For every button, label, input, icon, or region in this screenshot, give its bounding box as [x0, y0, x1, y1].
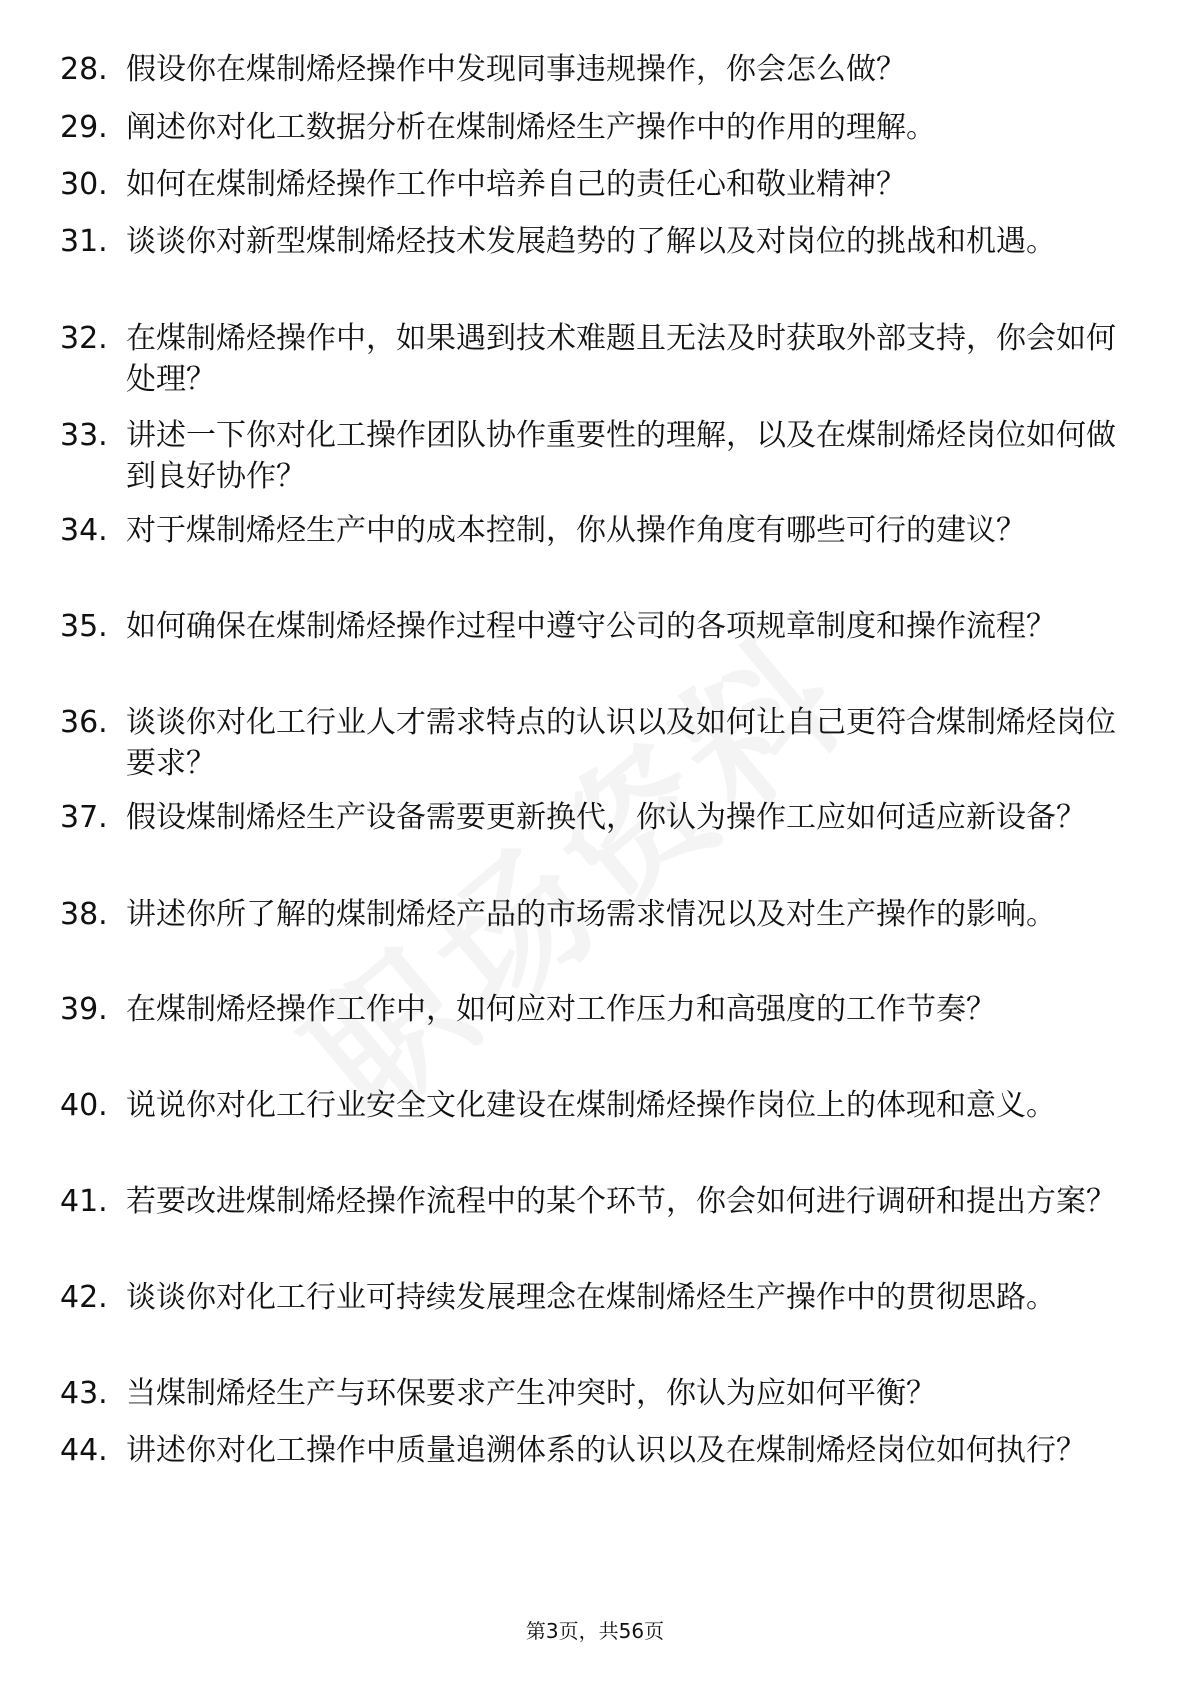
page-footer — [0, 1617, 1190, 1645]
question-item — [60, 1277, 1140, 1318]
question-number: 33. — [60, 418, 108, 453]
question-text: 阐述你对化工数据分析在煤制烯烃生产操作中的作用的理解。 — [126, 110, 936, 145]
question-text: 谈谈你对化工行业人才需求特点的认识以及如何让自己更符合煤制烯烃岗位要求？ — [126, 705, 1116, 781]
question-number: 36. — [60, 705, 108, 740]
question-item — [60, 1430, 1140, 1471]
question-text: 如何确保在煤制烯烃操作过程中遵守公司的各项规章制度和操作流程？ — [126, 609, 1056, 644]
question-item — [60, 989, 1140, 1030]
question-number: 38. — [60, 897, 108, 932]
question-text: 讲述你对化工操作中质量追溯体系的认识以及在煤制烯烃岗位如何执行？ — [126, 1433, 1086, 1468]
question-item — [60, 164, 1140, 205]
question-number: 32. — [60, 321, 108, 356]
question-item — [60, 894, 1140, 935]
question-number: 41. — [60, 1184, 108, 1219]
question-number: 40. — [60, 1088, 108, 1123]
question-text: 谈谈你对化工行业可持续发展理念在煤制烯烃生产操作中的贯彻思路。 — [126, 1280, 1056, 1315]
question-number: 39. — [60, 992, 108, 1027]
question-number: 28. — [60, 52, 108, 87]
question-text: 假设煤制烯烃生产设备需要更新换代，你认为操作工应如何适应新设备？ — [126, 800, 1086, 835]
question-text: 如何在煤制烯烃操作工作中培养自己的责任心和敬业精神？ — [126, 167, 906, 202]
question-number: 44. — [60, 1433, 108, 1468]
question-text: 当煤制烯烃生产与环保要求产生冲突时，你认为应如何平衡？ — [126, 1376, 936, 1411]
question-text: 若要改进煤制烯烃操作流程中的某个环节，你会如何进行调研和提出方案？ — [126, 1184, 1116, 1219]
question-item — [60, 415, 1140, 497]
question-number: 42. — [60, 1280, 108, 1315]
question-text: 谈谈你对新型煤制烯烃技术发展趋势的了解以及对岗位的挑战和机遇。 — [126, 224, 1056, 259]
question-number: 31. — [60, 224, 108, 259]
question-text: 在煤制烯烃操作中，如果遇到技术难题且无法及时获取外部支持，你会如何处理？ — [126, 321, 1116, 397]
question-number: 35. — [60, 609, 108, 644]
question-item — [60, 1373, 1140, 1414]
page-number-label: 第3页，共56页 — [525, 1619, 665, 1643]
question-text: 对于煤制烯烃生产中的成本控制，你从操作角度有哪些可行的建议？ — [126, 513, 1026, 548]
question-item — [60, 797, 1140, 838]
question-item — [60, 1085, 1140, 1126]
question-item — [60, 1181, 1140, 1222]
question-number: 30. — [60, 167, 108, 202]
question-item — [60, 702, 1140, 784]
question-number: 29. — [60, 110, 108, 145]
question-item — [60, 510, 1140, 551]
question-number: 43. — [60, 1376, 108, 1411]
question-item — [60, 221, 1140, 262]
question-number: 34. — [60, 513, 108, 548]
question-text: 说说你对化工行业安全文化建设在煤制烯烃操作岗位上的体现和意义。 — [126, 1088, 1056, 1123]
question-item — [60, 318, 1140, 400]
question-text: 在煤制烯烃操作工作中，如何应对工作压力和高强度的工作节奏？ — [126, 992, 996, 1027]
question-text: 讲述你所了解的煤制烯烃产品的市场需求情况以及对生产操作的影响。 — [126, 897, 1056, 932]
question-item — [60, 107, 1140, 148]
question-number: 37. — [60, 800, 108, 835]
question-item — [60, 606, 1140, 647]
question-item — [60, 49, 1140, 90]
question-text: 假设你在煤制烯烃操作中发现同事违规操作，你会怎么做？ — [126, 52, 906, 87]
question-text: 讲述一下你对化工操作团队协作重要性的理解，以及在煤制烯烃岗位如何做到良好协作？ — [126, 418, 1116, 494]
watermark — [255, 580, 884, 1157]
